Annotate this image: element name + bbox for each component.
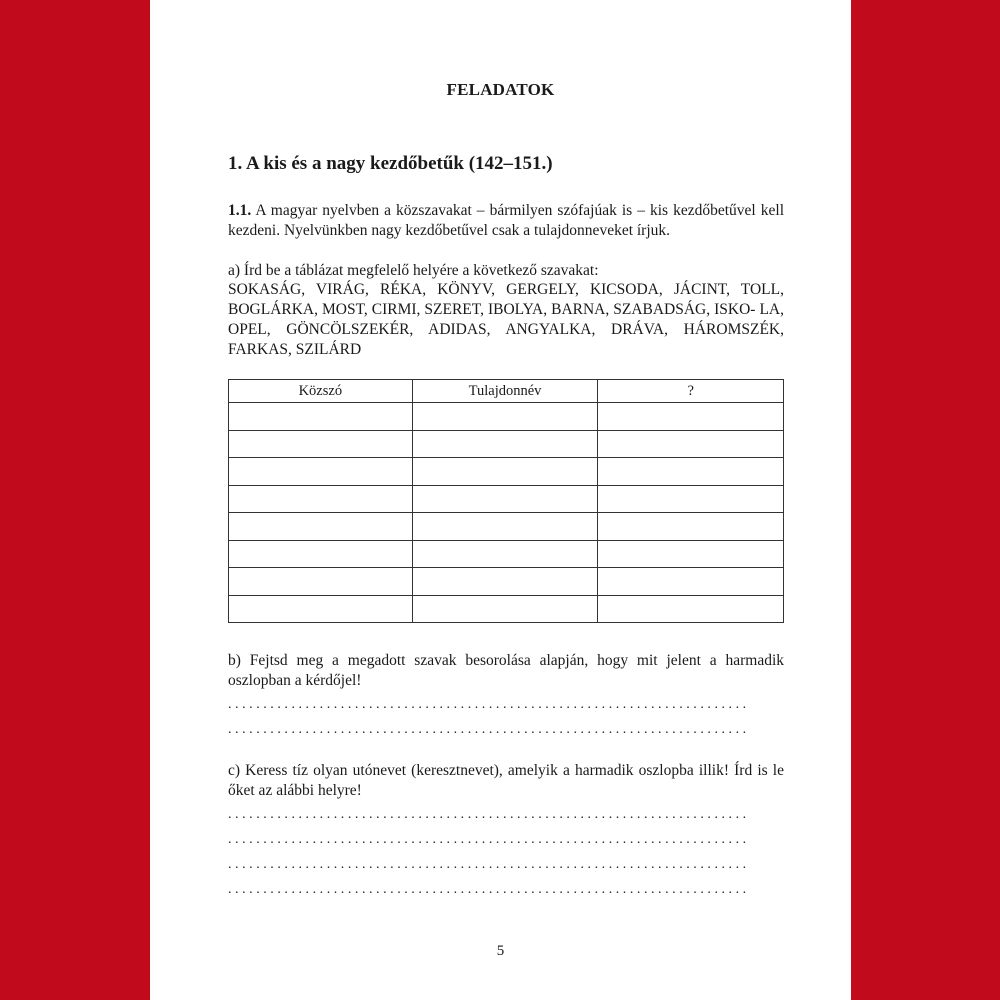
table-cell[interactable] [229,568,413,596]
table-cell[interactable] [412,568,598,596]
page-number: 5 [496,943,505,959]
answer-line[interactable]: .......................................................................... [228,883,750,897]
table-cell[interactable] [412,458,598,486]
table-cell[interactable] [229,595,413,623]
table-cell[interactable] [229,430,413,458]
table-row [229,458,784,486]
task-b-instruction: b) Fejtsd meg a megadott szavak besorolása alapján, hogy mit jelent a harmadik oszlopban a kérdőjel! [228,652,784,689]
table-row [229,513,784,541]
answer-line[interactable]: .......................................................................... [228,833,750,847]
table-cell[interactable] [598,513,784,541]
table-row [229,540,784,568]
table-cell[interactable] [598,430,784,458]
table-cell[interactable] [229,513,413,541]
answer-line[interactable]: .......................................................................... [228,723,750,737]
exercise-number: 1.1. [228,202,252,219]
table-cell[interactable] [229,403,413,431]
table-cell[interactable] [412,485,598,513]
table-cell[interactable] [229,485,413,513]
header-proper-noun: Tulajdonnév [412,380,598,403]
table-cell[interactable] [598,403,784,431]
header-common-noun: Közszó [229,380,413,403]
document-page [150,0,851,1000]
left-red-border [0,0,150,1000]
table-cell[interactable] [598,458,784,486]
task-a-instruction: a) Írd be a táblázat megfelelő helyére a következő szavakat: [228,262,599,279]
intro-text: A magyar nyelvben a közszavakat – bármilyen szófajúak is – kis kezdőbetűvel kell kezdeni. Nyelvünkben nagy kezdőbetűvel csak a tulajdonneveket írjuk. [228,202,784,239]
header-question-mark: ? [598,380,784,403]
table-row [229,595,784,623]
table-cell[interactable] [598,568,784,596]
answer-line[interactable]: .......................................................................... [228,808,750,822]
table-cell[interactable] [412,403,598,431]
table-row [229,568,784,596]
answer-line[interactable]: .......................................................................... [228,698,750,712]
table-cell[interactable] [412,595,598,623]
intro-paragraph [228,201,784,241]
right-red-border [851,0,1000,1000]
section-title: 1. A kis és a nagy kezdőbetűk (142–151.) [228,153,553,174]
table-cell[interactable] [229,540,413,568]
table-cell[interactable] [229,458,413,486]
table-cell[interactable] [598,595,784,623]
answer-line[interactable]: .......................................................................... [228,858,750,872]
table-cell[interactable] [412,513,598,541]
task-c-instruction: c) Keress tíz olyan utónevet (keresztnevet), amelyik a harmadik oszlopba illik! Írd is le őket az alábbi helyre! [228,762,784,799]
table-cell[interactable] [412,430,598,458]
table-cell[interactable] [598,540,784,568]
page-title: FELADATOK [446,80,555,99]
table-row [229,485,784,513]
table-row [229,430,784,458]
sorting-table [228,379,784,623]
table-header-row [229,380,784,403]
table-cell[interactable] [412,540,598,568]
table-row [229,403,784,431]
table-cell[interactable] [598,485,784,513]
word-list: SOKASÁG, VIRÁG, RÉKA, KÖNYV, GERGELY, KICSODA, JÁCINT, TOLL, BOGLÁRKA, MOST, CIRMI, SZERET, IBOLYA, BARNA, SZABADSÁG, ISKO- LA, OPEL, GÖNCÖLSZEKÉR, ADIDAS, ANGYALKA, DRÁVA, HÁROMSZÉK, FARKAS, SZILÁRD [228,281,784,358]
